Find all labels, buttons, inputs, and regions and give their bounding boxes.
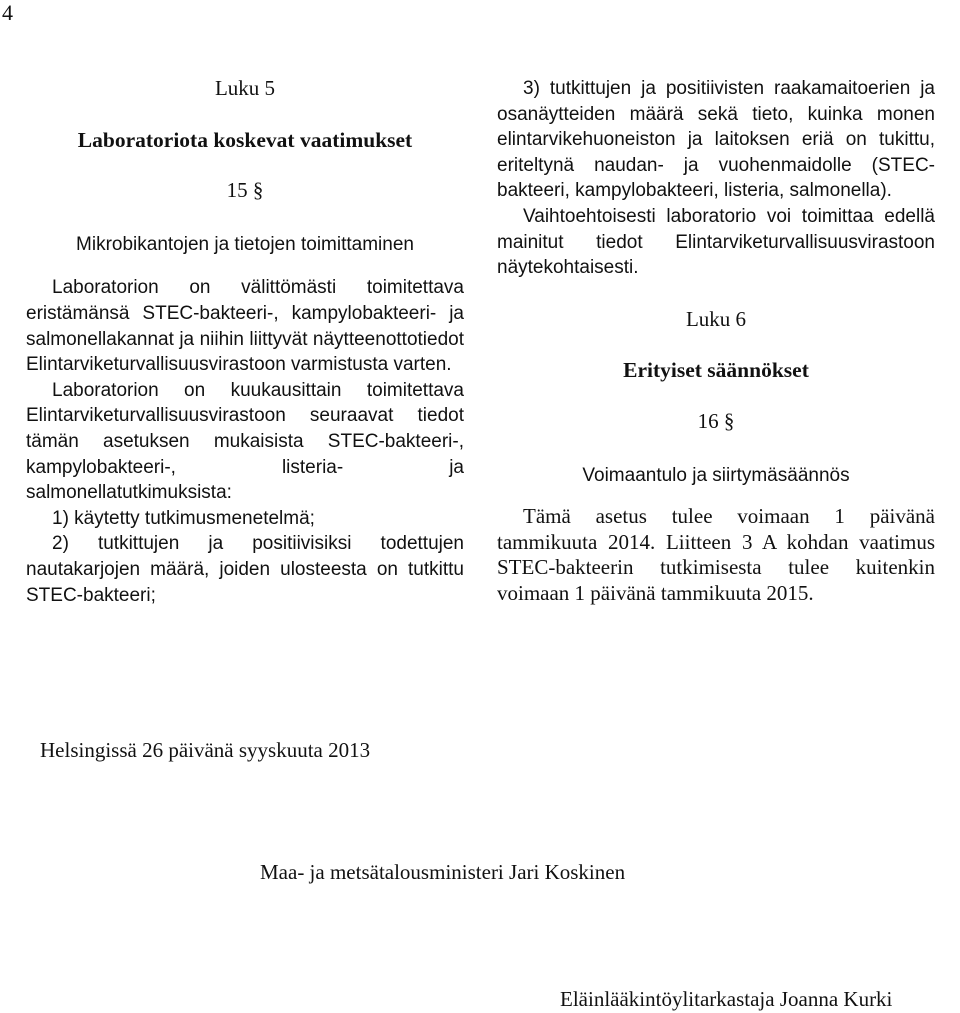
section-title: Voimaantulo ja siirtymäsäännös bbox=[582, 464, 850, 486]
official-signature: Eläinlääkintöylitarkastaja Joanna Kurki bbox=[560, 987, 893, 1011]
section-number: 16 § bbox=[697, 408, 735, 433]
paragraph: Tämä asetus tulee voimaan 1 päivänä tammikuuta 2014. Liitteen 3 A kohdan vaatimus STEC-bakteerin tutkimisesta tulee kuitenkin voimaan 1 päivänä tammikuuta 2015. bbox=[497, 504, 935, 605]
section-number: 15 § bbox=[226, 178, 264, 203]
page-number: 4 bbox=[2, 0, 13, 25]
list-item: 1) käytetty tutkimusmenetelmä; bbox=[52, 507, 315, 529]
chapter-label: Luku 6 bbox=[685, 306, 747, 331]
list-item: 3) tutkittujen ja positiivisten raakamaitoerien ja osanäytteiden määrä sekä tieto, kuinka monen elintarvikehuoneiston ja laitoksen eriä on tukittu, eriteltynä naudan- ja vuohenmaidolle (STEC-bakteeri, kampylobakteeri, listeria, salmonella). bbox=[497, 78, 935, 202]
section-title: Mikrobikantojen ja tietojen toimittaminen bbox=[76, 233, 414, 255]
minister-signature: Maa- ja metsätalousministeri Jari Koskinen bbox=[260, 860, 626, 884]
paragraph: Laboratorion on kuukausittain toimitettava Elintarviketurvallisuusvirastoon seuraavat tiedot tämän asetuksen mukaisista STEC-bakteeri-, kampylobakteeri-, listeria- ja salmonellatutkimuksista: bbox=[26, 379, 464, 504]
paragraph: Laboratorion on välittömästi toimitettava eristämänsä STEC-bakteeri-, kampylobakteeri- ja salmonellakannat ja niihin liittyvät näytteenottotiedot Elintarviketurvallisuusvirastoon varmistusta varten. bbox=[26, 277, 464, 376]
list-item: 2) tutkittujen ja positiivisiksi todettujen nautakarjojen määrä, joiden ulosteesta on tutkittu STEC-bakteeri; bbox=[26, 533, 464, 606]
left-column bbox=[26, 76, 464, 608]
right-column bbox=[497, 76, 935, 607]
chapter-label: Luku 5 bbox=[214, 76, 276, 100]
chapter-title: Erityiset säännökset bbox=[623, 358, 809, 383]
chapter-title: Laboratoriota koskevat vaatimukset bbox=[77, 127, 413, 152]
place-and-date: Helsingissä 26 päivänä syyskuuta 2013 bbox=[40, 738, 371, 762]
paragraph: Vaihtoehtoisesti laboratorio voi toimittaa edellä mainitut tiedot Elintarviketurvallisuusvirastoon näytekohtaisesti. bbox=[497, 205, 935, 279]
